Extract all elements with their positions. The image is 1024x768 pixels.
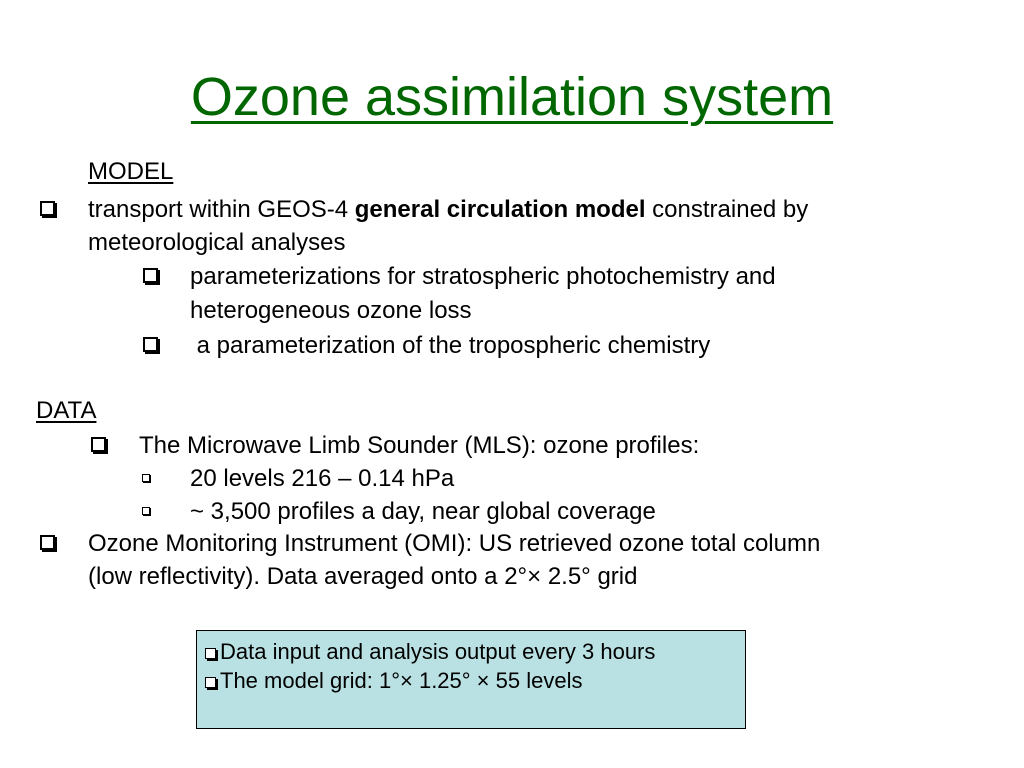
model-heading: MODEL — [88, 158, 174, 185]
data-sub-levels: 20 levels 216 – 0.14 hPa — [190, 465, 455, 492]
info-box — [196, 630, 746, 729]
info-box-line-1-text: Data input and analysis output every 3 hours — [220, 639, 656, 664]
hollow-square-bullet-icon — [142, 507, 150, 515]
model-sub-parameterizations-line2: heterogeneous ozone loss — [190, 297, 472, 324]
hollow-square-bullet-icon — [91, 437, 106, 452]
data-item-omi: Ozone Monitoring Instrument (OMI): US retrieved ozone total column — [88, 530, 821, 557]
hollow-square-bullet-icon — [143, 337, 158, 352]
model-item-transport-tail: constrained by — [645, 196, 809, 223]
hollow-square-bullet-icon — [143, 268, 158, 283]
model-sub-tropospheric: a parameterization of the tropospheric chemistry — [190, 332, 711, 359]
data-sub-profiles: ~ 3,500 profiles a day, near global coverage — [190, 498, 656, 525]
hollow-square-bullet-icon — [205, 648, 216, 659]
model-item-transport-line2: meteorological analyses — [88, 229, 346, 256]
data-item-mls: The Microwave Limb Sounder (MLS): ozone profiles: — [139, 432, 700, 459]
data-item-omi-line2: (low reflectivity). Data averaged onto a 2°× 2.5° grid — [88, 563, 638, 590]
info-box-line-2 — [205, 666, 582, 695]
info-box-line-2-text: The model grid: 1°× 1.25° × 55 levels — [220, 668, 583, 693]
slide-title-text: Ozone assimilation system — [190, 67, 834, 127]
hollow-square-bullet-icon — [40, 535, 55, 550]
model-item-transport-text: transport within GEOS-4 — [88, 196, 355, 223]
hollow-square-bullet-icon — [142, 474, 150, 482]
slide-title — [0, 62, 1024, 132]
info-box-line-1 — [205, 637, 655, 666]
model-item-transport — [88, 193, 808, 226]
data-heading: DATA — [36, 397, 97, 424]
hollow-square-bullet-icon — [40, 201, 55, 216]
model-item-transport-bold: general circulation model — [354, 196, 646, 223]
hollow-square-bullet-icon — [205, 677, 216, 688]
model-sub-parameterizations: parameterizations for stratospheric photochemistry and — [190, 263, 776, 290]
